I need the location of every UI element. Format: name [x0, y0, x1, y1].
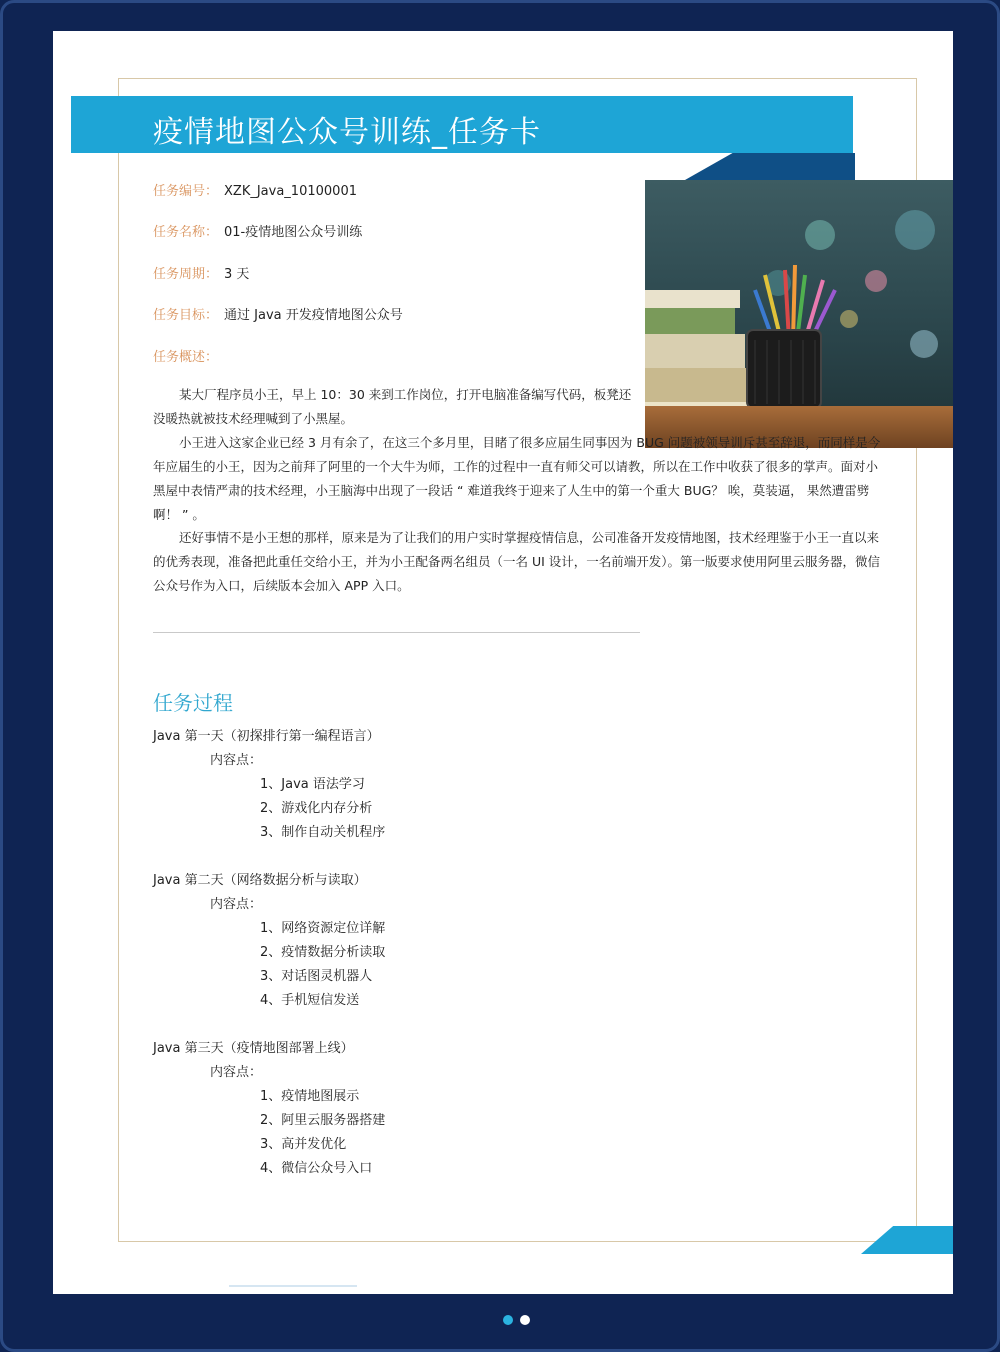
field-label: 任务名称： — [153, 225, 219, 240]
day-2-content-label: 内容点： — [210, 897, 263, 912]
day-1-content-label: 内容点： — [210, 753, 263, 768]
list-item: 1、Java 语法学习 — [260, 777, 365, 792]
field-label: 任务概述： — [153, 350, 219, 365]
list-item: 3、制作自动关机程序 — [260, 825, 386, 840]
pagination-dot-2[interactable] — [520, 1315, 530, 1325]
list-item: 2、游戏化内存分析 — [260, 801, 373, 816]
day-3-title: Java 第三天（疫情地图部署上线） — [153, 1041, 354, 1056]
day-3-content-label: 内容点： — [210, 1065, 263, 1080]
field-task-name — [153, 221, 362, 240]
day-2-title: Java 第二天（网络数据分析与读取） — [153, 873, 367, 888]
field-value: 3 天 — [224, 267, 250, 282]
field-value: 01-疫情地图公众号训练 — [224, 225, 363, 240]
list-item: 1、网络资源定位详解 — [260, 921, 386, 936]
list-item: 2、阿里云服务器搭建 — [260, 1113, 386, 1128]
field-task-period — [153, 263, 249, 282]
bottom-decoration-line — [229, 1285, 357, 1287]
list-item: 4、手机短信发送 — [260, 993, 360, 1008]
overview-paragraph-3: 还好事情不是小王想的那样，原来是为了让我们的用户实时掌握疫情信息，公司准备开发疫情地图，技术经理鉴于小王一直以来的优秀表现，准备把此重任交给小王，并为小王配备两名组员（一名 UI 设计，一名前端开发）。第一版要求使用阿里云服务器，微信公众号作为入口，后续版本会加入 APP 入口。 — [153, 530, 881, 593]
overview-paragraph-2: 小王进入这家企业已经 3 月有余了，在这三个多月里，目睹了很多应届生同事因为 BUG 问题被领导训斥甚至辞退，而同样是今年应届生的小王，因为之前拜了阿里的一个大牛为师，工作的过程中一直有师父可以请教，所以在工作中收获了很多的掌声。面对小黑屋中表情严肃的技术经理，小王脑海中出现了一段话 “ 难道我终于迎来了人生中的第一个重大 BUG？ 唉，莫装逼， 果然遭雷劈啊！ ” 。 — [153, 435, 881, 522]
list-item: 4、微信公众号入口 — [260, 1161, 373, 1176]
field-label: 任务周期： — [153, 267, 219, 282]
day-1-title: Java 第一天（初探排行第一编程语言） — [153, 729, 380, 744]
document-title: 疫情地图公众号训练_任务卡 — [153, 115, 541, 150]
list-item: 1、疫情地图展示 — [260, 1089, 360, 1104]
overview-paragraph-1: 某大厂程序员小王，早上 10：30 来到工作岗位，打开电脑准备编写代码，板凳还没暖热就被技术经理喊到了小黑屋。 — [153, 387, 632, 426]
list-item: 2、疫情数据分析读取 — [260, 945, 386, 960]
section-divider — [153, 632, 640, 633]
field-label: 任务编号： — [153, 184, 219, 199]
list-item: 3、高并发优化 — [260, 1137, 347, 1152]
field-label: 任务目标： — [153, 308, 219, 323]
field-task-id — [153, 180, 357, 199]
pagination-dot-1[interactable] — [503, 1315, 513, 1325]
process-section-title: 任务过程 — [153, 691, 233, 715]
field-task-goal — [153, 304, 403, 323]
field-task-overview — [153, 346, 218, 365]
field-value: XZK_Java_10100001 — [224, 184, 357, 199]
document-page — [53, 31, 953, 1294]
classroom-photo — [645, 180, 953, 448]
list-item: 3、对话图灵机器人 — [260, 969, 373, 984]
field-value: 通过 Java 开发疫情地图公众号 — [224, 308, 403, 323]
